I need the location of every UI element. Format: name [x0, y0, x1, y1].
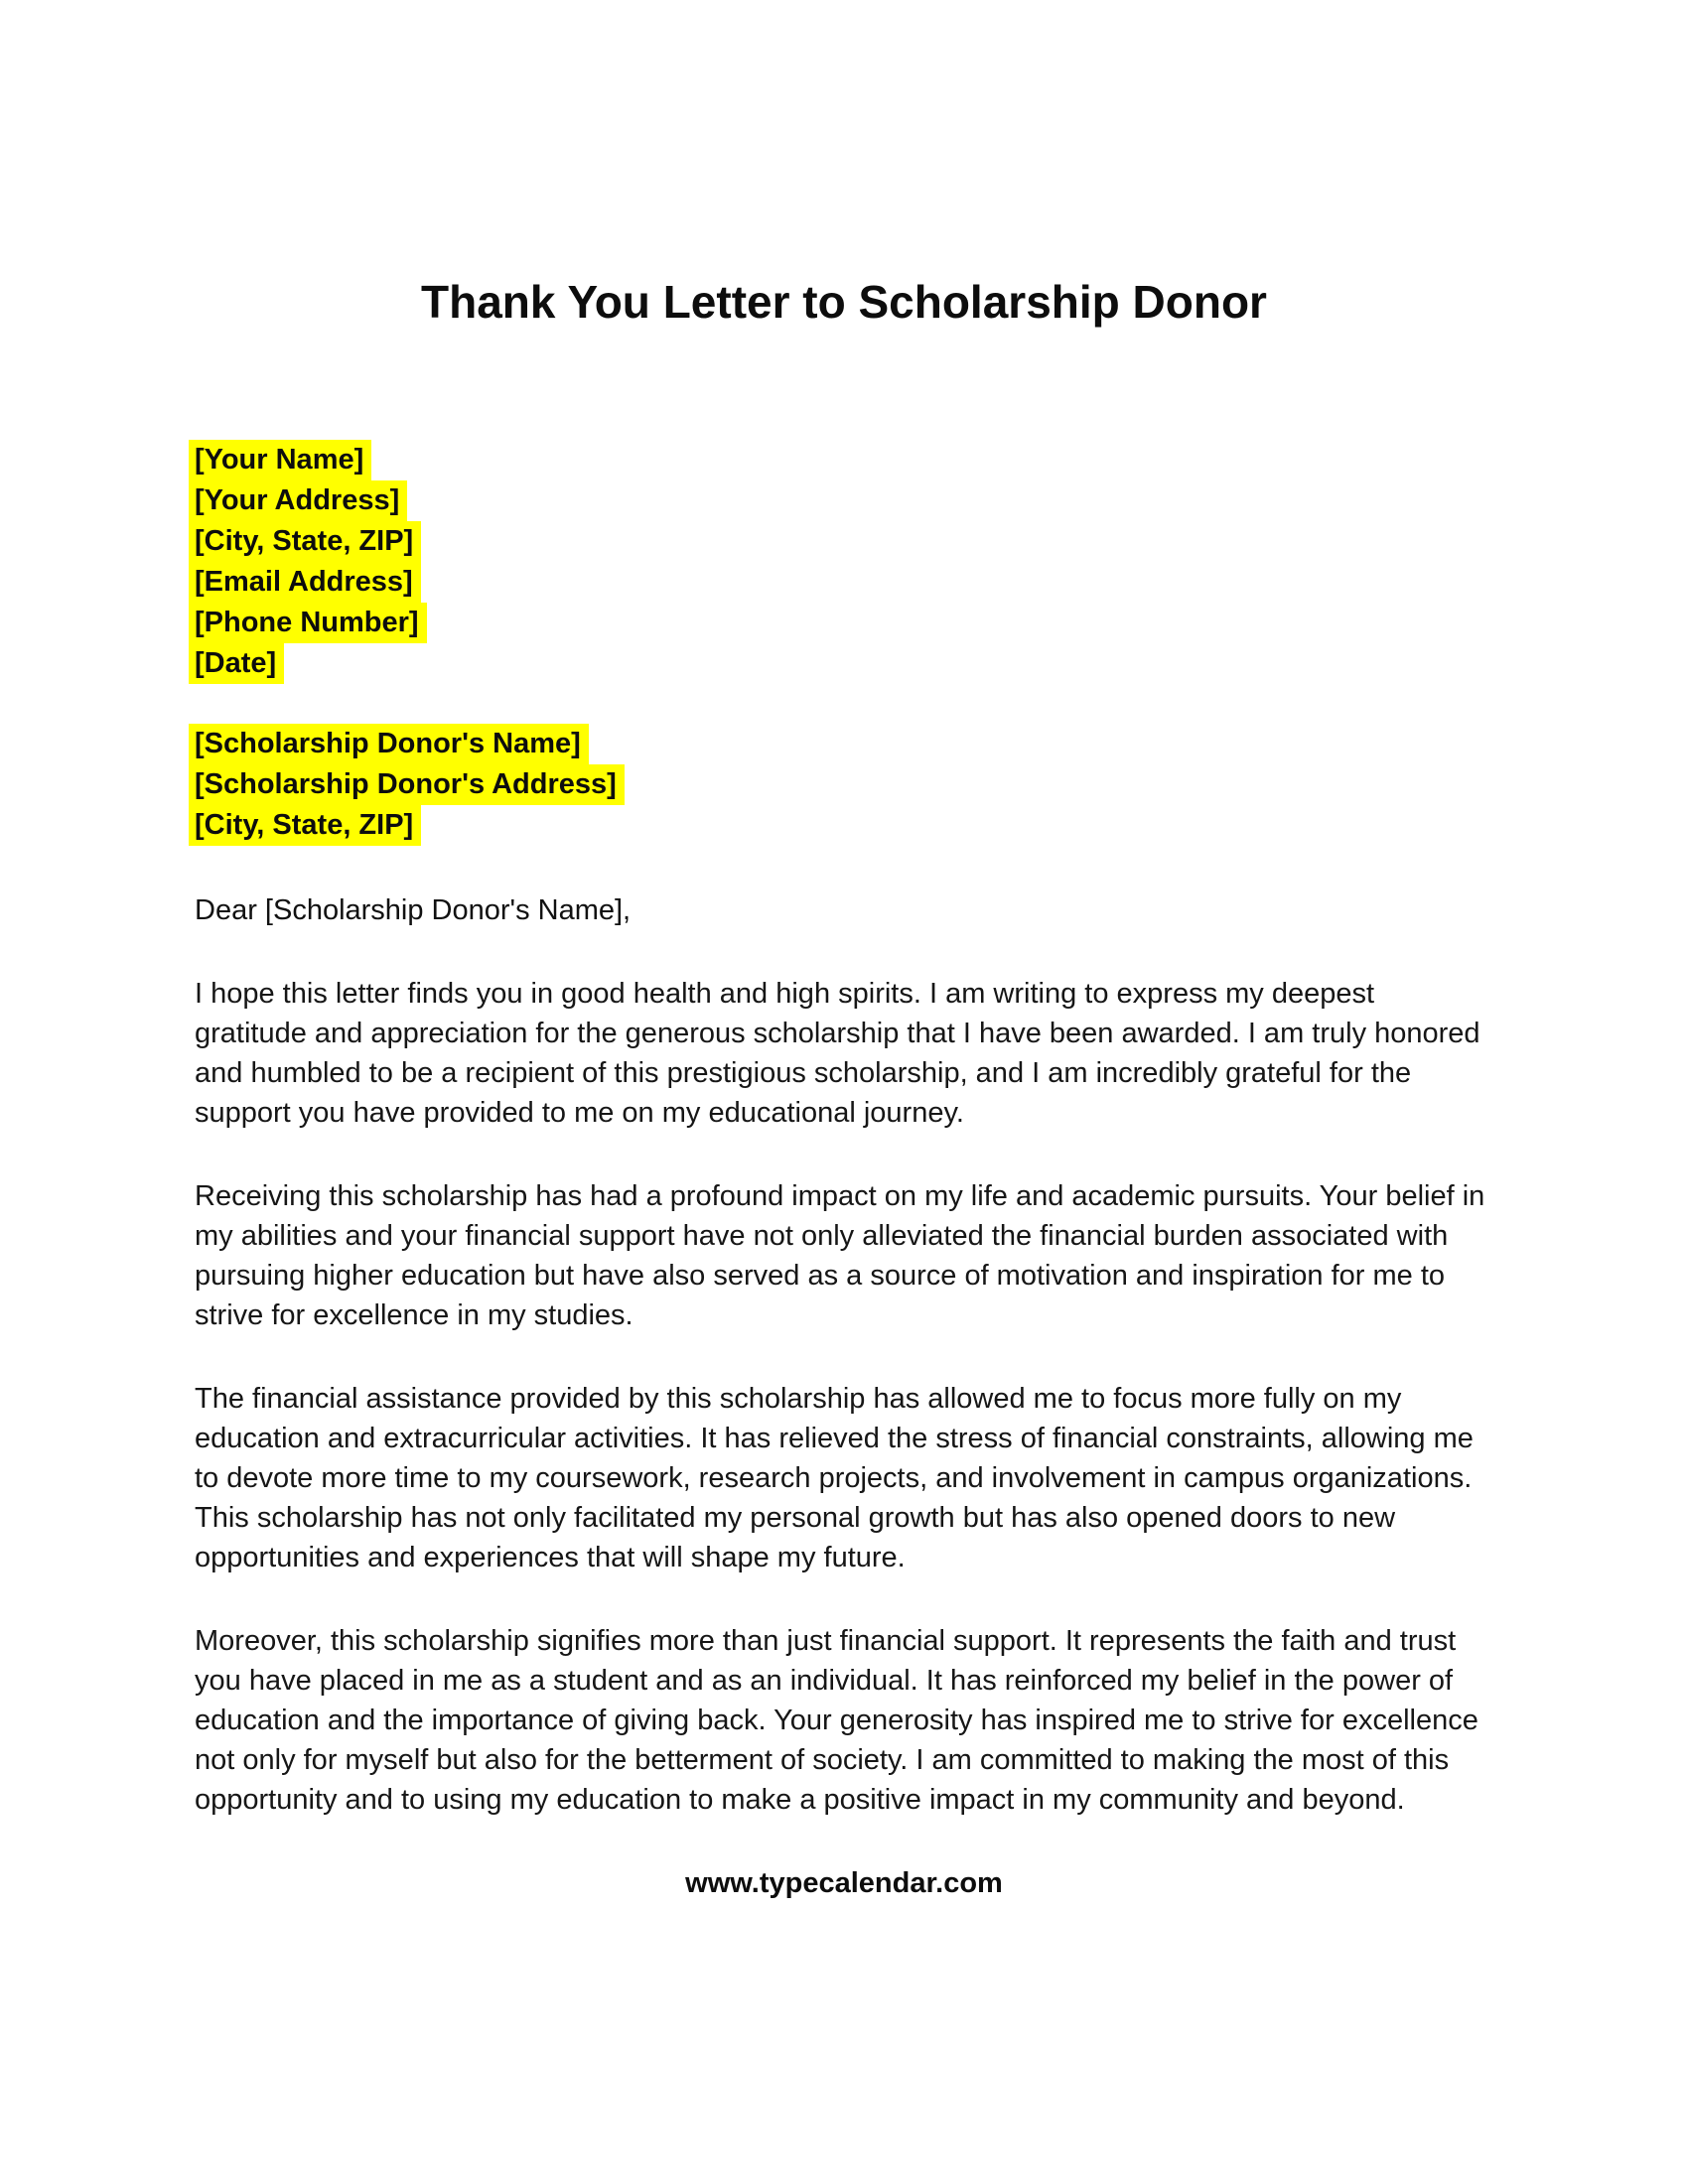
salutation: Dear [Scholarship Donor's Name], — [195, 894, 632, 926]
page-title: Thank You Letter to Scholarship Donor — [421, 276, 1267, 328]
sender-line — [195, 440, 1493, 480]
sender-address-field: [Your Address] — [189, 480, 407, 521]
sender-city-state-zip-field: [City, State, ZIP] — [189, 521, 421, 562]
recipient-line — [195, 764, 1493, 805]
recipient-line — [195, 724, 1493, 764]
sender-address-block — [195, 440, 1493, 684]
paragraph-financial-assistance: The financial assistance provided by this scholarship has allowed me to focus more fully on my education and extracurricular activities. It has relieved the stress of financial constraints, allowing me to devote more time to my coursework, research projects, and involvement in campus organizations. This scholarship has not only facilitated my personal growth but has also opened doors to new opportunities and experiences that will shape my future. — [195, 1383, 1474, 1573]
sender-phone-field: [Phone Number] — [189, 603, 427, 643]
sender-email-field: [Email Address] — [189, 562, 421, 603]
paragraph-impact: Receiving this scholarship has had a profound impact on my life and academic pursuits. Your belief in my abilities and your financial support have not only alleviated the financial burden associated with pursuing higher education but have also served as a source of motivation and inspiration for me to strive for excellence in my studies. — [195, 1180, 1485, 1331]
sender-line — [195, 480, 1493, 521]
sender-line — [195, 603, 1493, 643]
sender-name-field: [Your Name] — [189, 440, 371, 480]
date-field: [Date] — [189, 643, 284, 684]
recipient-address-block — [195, 724, 1493, 846]
footer-url: www.typecalendar.com — [685, 1867, 1003, 1899]
donor-address-field: [Scholarship Donor's Address] — [189, 764, 625, 805]
donor-name-field: [Scholarship Donor's Name] — [189, 724, 589, 764]
sender-line — [195, 643, 1493, 684]
paragraph-gratitude: I hope this letter finds you in good health and high spirits. I am writing to express my deepest gratitude and appreciation for the generous scholarship that I have been awarded. I am truly honored and humbled to be a recipient of this prestigious scholarship, and I am incredibly grateful for the support you have provided to me on my educational journey. — [195, 978, 1480, 1129]
donor-city-state-zip-field: [City, State, ZIP] — [189, 805, 421, 846]
paragraph-significance: Moreover, this scholarship signifies more than just financial support. It represents the faith and trust you have placed in me as a student and as an individual. It has reinforced my belief in the power of education and the importance of giving back. Your generosity has inspired me to strive for excellence not only for myself but also for the betterment of society. I am committed to making the most of this opportunity and to using my education to make a positive impact in my community and beyond. — [195, 1625, 1478, 1816]
sender-line — [195, 562, 1493, 603]
recipient-line — [195, 805, 1493, 846]
sender-line — [195, 521, 1493, 562]
